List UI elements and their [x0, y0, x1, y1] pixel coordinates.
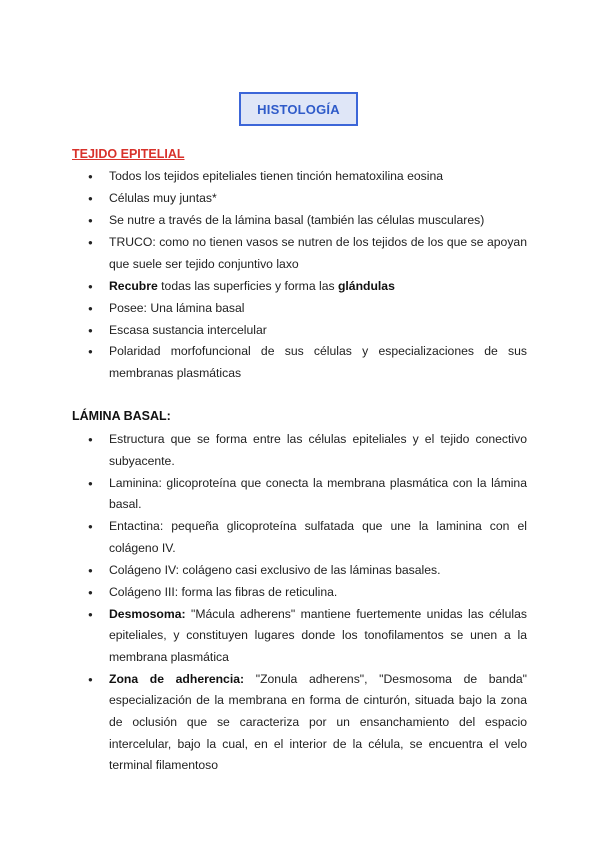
list-item-text: todas las superficies y forma las	[157, 278, 338, 293]
list-item: ● Estructura que se forma entre las células epiteliales y el tejido conectivo subyacente.	[0, 429, 527, 472]
bold-term: glándulas	[337, 278, 395, 293]
list-item-text: "Mácula adherens" mantiene fuertemente unidas las células epiteliales, y constituyen lugares donde los tonofilamentos se unen a la membrana plasmática	[109, 606, 527, 664]
section-heading-tejido-epitelial: TEJIDO EPITELIAL	[72, 147, 185, 161]
list-item	[0, 669, 527, 777]
list-lamina-basal	[0, 429, 600, 777]
list-tejido-epitelial	[0, 166, 600, 385]
list-item: ● Escasa sustancia intercelular	[0, 320, 527, 342]
page-title: HISTOLOGÍA	[239, 92, 358, 126]
list-item: ● Todos los tejidos epiteliales tienen tinción hematoxilina eosina	[0, 166, 527, 188]
list-item	[0, 604, 527, 669]
list-item	[0, 276, 527, 298]
bold-term: Recubre	[109, 278, 158, 293]
list-item: ● TRUCO: como no tienen vasos se nutren de los tejidos de los que se apoyan que suele ser tejido conjuntivo laxo	[0, 232, 527, 275]
bold-term: Desmosoma:	[109, 606, 186, 621]
list-item: ● Laminina: glicoproteína que conecta la membrana plasmática con la lámina basal.	[0, 473, 527, 516]
list-item: ● Células muy juntas*	[0, 188, 527, 210]
list-item: ● Colágeno III: forma las fibras de reticulina.	[0, 582, 527, 604]
list-item: ● Colágeno IV: colágeno casi exclusivo de las láminas basales.	[0, 560, 527, 582]
list-item: ● Polaridad morfofuncional de sus células y especializaciones de sus membranas plasmáticas	[0, 341, 527, 384]
list-item: ● Posee: Una lámina basal	[0, 298, 527, 320]
list-item: ● Se nutre a través de la lámina basal (también las células musculares)	[0, 210, 527, 232]
section-heading-lamina-basal: LÁMINA BASAL:	[72, 409, 171, 423]
list-item: ● Entactina: pequeña glicoproteína sulfatada que une la laminina con el colágeno IV.	[0, 516, 527, 559]
bold-term: Zona de adherencia:	[109, 671, 245, 686]
list-item-text: "Zonula adherens", "Desmosoma de banda" especialización de la membrana en forma de cinturón, situada bajo la zona de oclusión que se caracteriza por un ensanchamiento del espacio intercelular, bajo la cual, en el interior de la célula, se encuentra el velo terminal filamentoso	[109, 671, 527, 773]
